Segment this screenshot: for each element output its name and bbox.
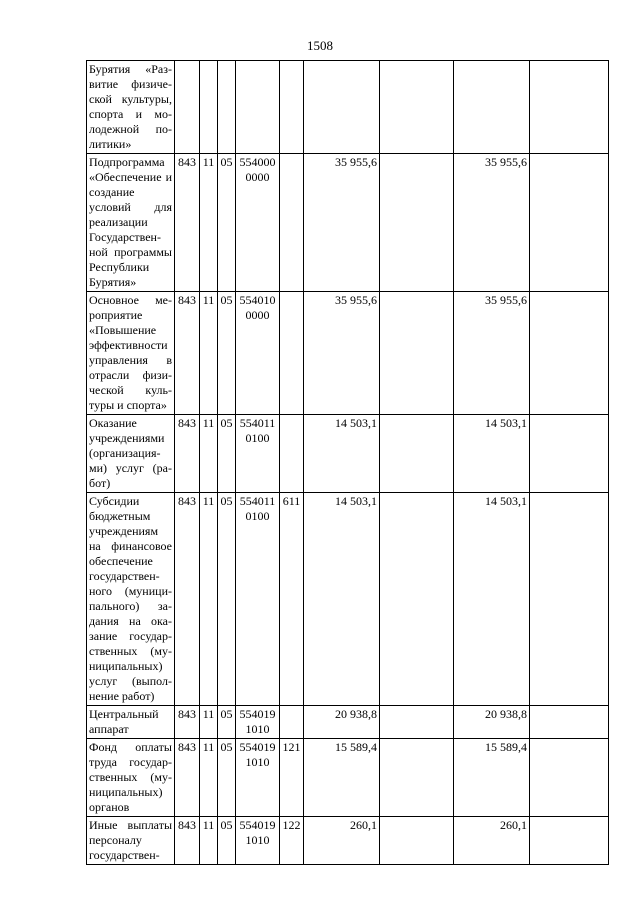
target-article-code-line1: 554000	[239, 155, 276, 169]
total-cell: 14 503,1	[454, 493, 530, 706]
extra-cell	[530, 61, 609, 154]
target-article-code	[236, 739, 280, 817]
total-cell: 15 589,4	[454, 739, 530, 817]
expense-type-code	[280, 154, 304, 292]
amount2-cell	[380, 415, 454, 493]
amount-cell: 14 503,1	[304, 415, 380, 493]
subsection-code: 05	[218, 154, 236, 292]
subsection-code: 05	[218, 415, 236, 493]
section-code: 11	[200, 706, 218, 739]
target-article-code-line1: 554011	[239, 416, 276, 430]
amount2-cell	[380, 493, 454, 706]
target-article-code-line2: 0100	[245, 431, 270, 445]
row-name: Бурятия «Раз-витие физиче-ской культуры, спорта и мо-лодежной по-литики»	[87, 61, 175, 154]
amount2-cell	[380, 817, 454, 865]
target-article-code	[236, 292, 280, 415]
subsection-code: 05	[218, 817, 236, 865]
table-row	[87, 415, 609, 493]
section-code: 11	[200, 739, 218, 817]
amount-cell: 35 955,6	[304, 292, 380, 415]
target-article-code	[236, 493, 280, 706]
target-article-code-line2: 1010	[245, 833, 270, 847]
section-code: 11	[200, 292, 218, 415]
row-name: Фонд оплаты труда государ-ственных (му-ниципальных) органов	[87, 739, 175, 817]
subsection-code: 05	[218, 292, 236, 415]
subsection-code	[218, 61, 236, 154]
target-article-code-line2: 1010	[245, 722, 270, 736]
subsection-code: 05	[218, 493, 236, 706]
amount-cell: 14 503,1	[304, 493, 380, 706]
total-cell: 35 955,6	[454, 154, 530, 292]
table-row	[87, 493, 609, 706]
extra-cell	[530, 292, 609, 415]
amount2-cell	[380, 739, 454, 817]
row-name: Подпрограмма «Обеспечение и создание условий для реализации Государствен-ной программы Республики Бурятия»	[87, 154, 175, 292]
target-article-code-line1: 554019	[239, 740, 276, 754]
section-code: 11	[200, 817, 218, 865]
amount-cell: 15 589,4	[304, 739, 380, 817]
target-article-code	[236, 154, 280, 292]
table-row	[87, 739, 609, 817]
table-row	[87, 154, 609, 292]
target-article-code-line2: 0000	[245, 170, 270, 184]
ministry-code	[175, 61, 200, 154]
ministry-code: 843	[175, 292, 200, 415]
target-article-code	[236, 817, 280, 865]
amount2-cell	[380, 292, 454, 415]
expense-type-code	[280, 706, 304, 739]
expense-type-code	[280, 415, 304, 493]
page-number: 1508	[307, 38, 333, 53]
extra-cell	[530, 154, 609, 292]
amount-cell: 260,1	[304, 817, 380, 865]
table-row	[87, 706, 609, 739]
extra-cell	[530, 415, 609, 493]
row-name: Центральный аппарат	[87, 706, 175, 739]
ministry-code: 843	[175, 493, 200, 706]
expense-type-code	[280, 292, 304, 415]
expense-type-code: 122	[280, 817, 304, 865]
total-cell: 20 938,8	[454, 706, 530, 739]
table-body	[87, 61, 609, 865]
target-article-code	[236, 61, 280, 154]
ministry-code: 843	[175, 415, 200, 493]
ministry-code: 843	[175, 706, 200, 739]
total-cell: 14 503,1	[454, 415, 530, 493]
row-name: Иные выплаты персоналу государствен-	[87, 817, 175, 865]
table-row	[87, 61, 609, 154]
section-code: 11	[200, 154, 218, 292]
amount2-cell	[380, 706, 454, 739]
budget-table	[86, 60, 609, 865]
expense-type-code: 121	[280, 739, 304, 817]
section-code: 11	[200, 415, 218, 493]
target-article-code-line1: 554010	[239, 293, 276, 307]
extra-cell	[530, 706, 609, 739]
subsection-code: 05	[218, 706, 236, 739]
total-cell	[454, 61, 530, 154]
section-code	[200, 61, 218, 154]
amount2-cell	[380, 154, 454, 292]
target-article-code-line2: 1010	[245, 755, 270, 769]
ministry-code: 843	[175, 739, 200, 817]
extra-cell	[530, 817, 609, 865]
amount2-cell	[380, 61, 454, 154]
total-cell: 35 955,6	[454, 292, 530, 415]
target-article-code-line1: 554011	[239, 494, 276, 508]
row-name: Оказание учреждениями (организация-ми) услуг (ра-бот)	[87, 415, 175, 493]
target-article-code-line1: 554019	[239, 707, 276, 721]
row-name: Субсидии бюджетным учреждениям на финансовое обеспечение государствен-ного (муници-пального) за-дания на ока-зание государ-ственных (му-ниципальных) услуг (выпол-нение работ)	[87, 493, 175, 706]
target-article-code	[236, 415, 280, 493]
total-cell: 260,1	[454, 817, 530, 865]
target-article-code-line1: 554019	[239, 818, 276, 832]
amount-cell: 35 955,6	[304, 154, 380, 292]
amount-cell	[304, 61, 380, 154]
table-row	[87, 292, 609, 415]
row-name: Основное ме-роприятие «Повышение эффективности управления в отрасли физи-ческой куль-туры и спорта»	[87, 292, 175, 415]
extra-cell	[530, 739, 609, 817]
subsection-code: 05	[218, 739, 236, 817]
amount-cell: 20 938,8	[304, 706, 380, 739]
expense-type-code	[280, 61, 304, 154]
ministry-code: 843	[175, 154, 200, 292]
target-article-code	[236, 706, 280, 739]
target-article-code-line2: 0000	[245, 308, 270, 322]
expense-type-code: 611	[280, 493, 304, 706]
table-row	[87, 817, 609, 865]
section-code: 11	[200, 493, 218, 706]
target-article-code-line2: 0100	[245, 509, 270, 523]
ministry-code: 843	[175, 817, 200, 865]
extra-cell	[530, 493, 609, 706]
